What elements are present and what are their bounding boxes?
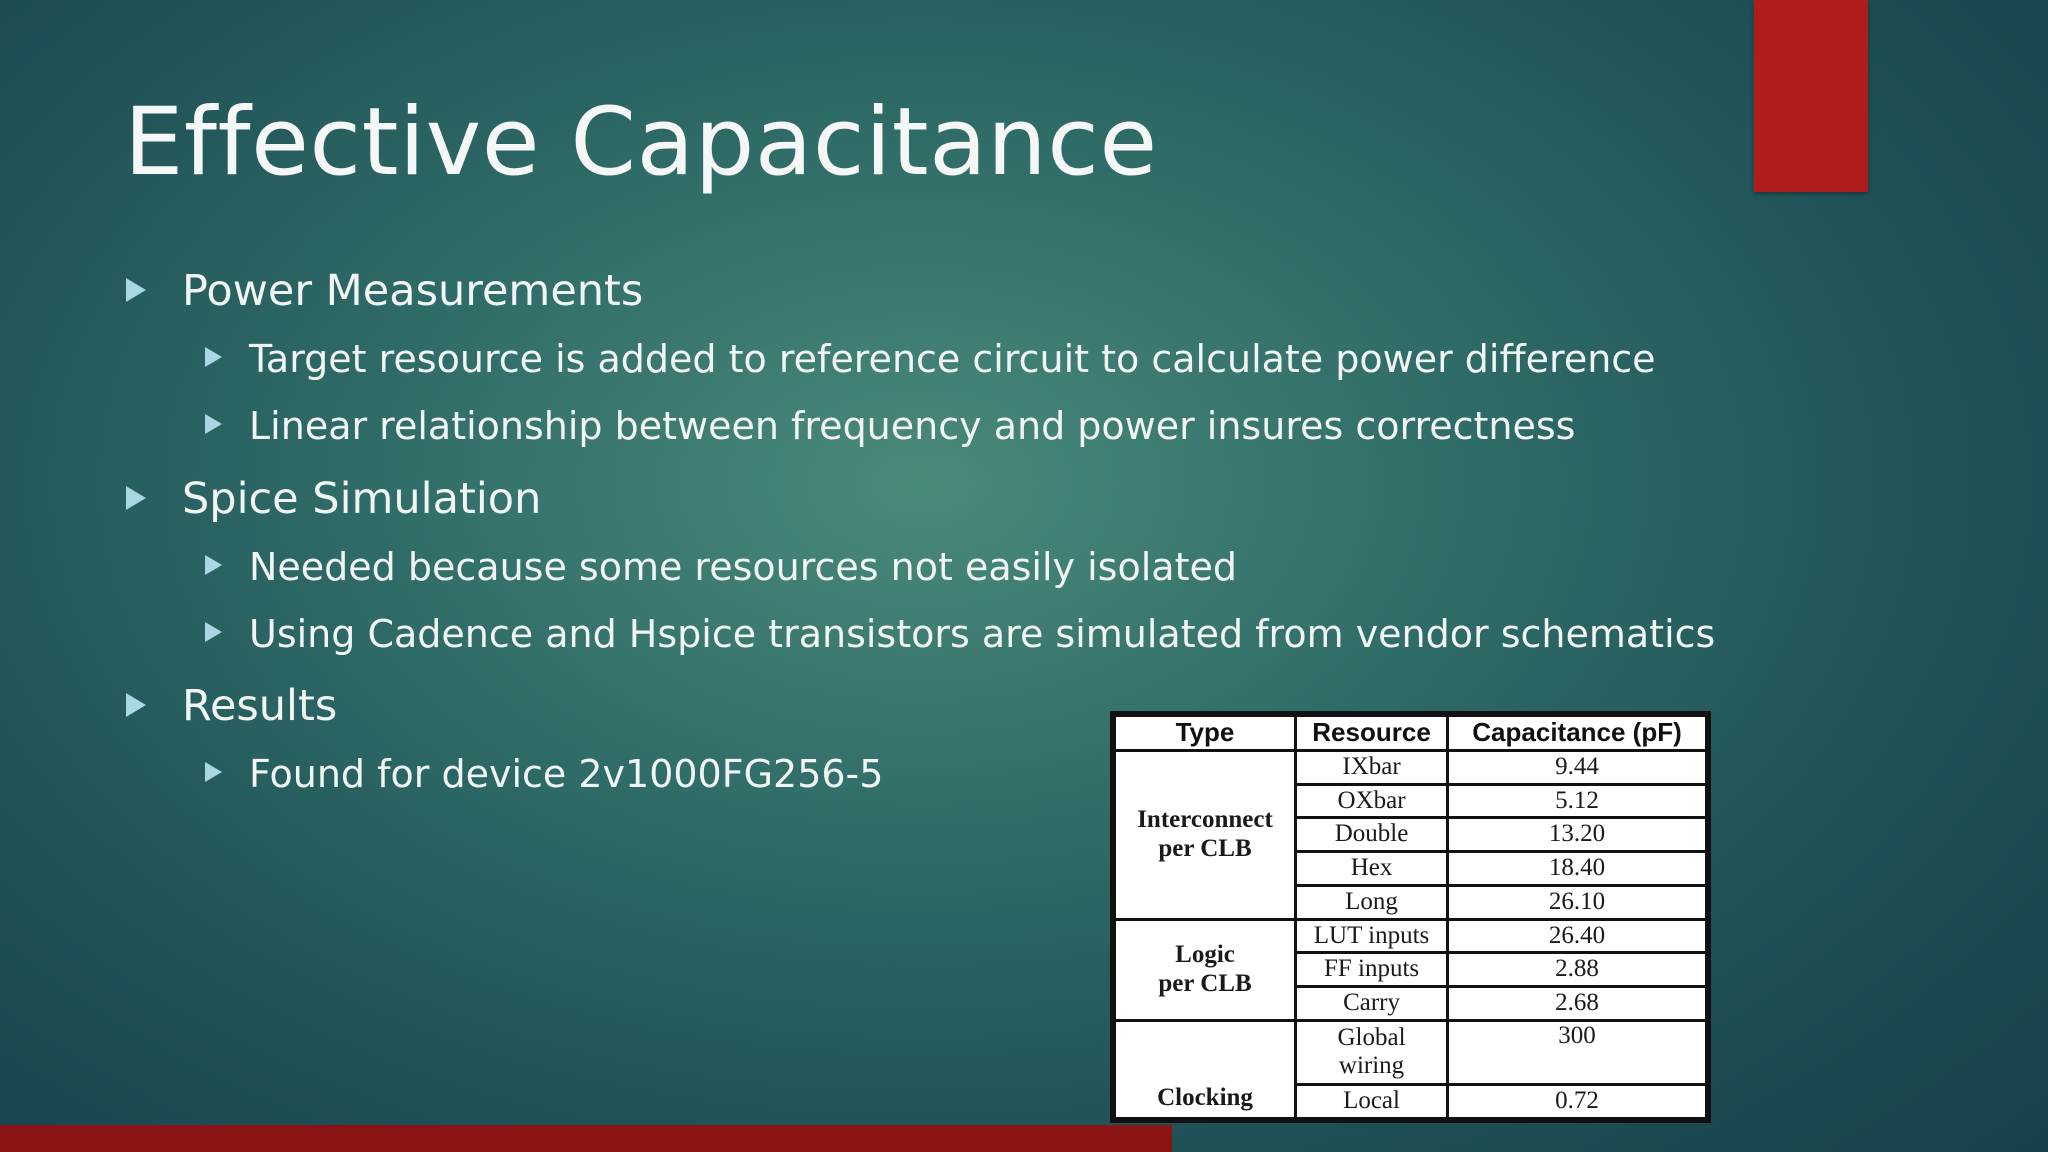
capacitance-cell: 9.44 <box>1448 750 1707 784</box>
type-cell-interconnect: Interconnect per CLB <box>1115 750 1296 919</box>
capacitance-cell: 13.20 <box>1448 818 1707 852</box>
capacitance-cell: 2.88 <box>1448 953 1707 987</box>
resource-cell: Double <box>1296 818 1448 852</box>
triangle-right-icon <box>205 414 222 434</box>
capacitance-cell: 2.68 <box>1448 987 1707 1021</box>
bullet-power-measurements: Power Measurements <box>182 266 643 316</box>
header-resource: Resource <box>1296 716 1448 751</box>
capacitance-table <box>1110 711 1711 1123</box>
header-type: Type <box>1115 716 1296 751</box>
bullet-linear-relationship: Linear relationship between frequency and power insures correctness <box>249 404 1575 448</box>
resource-cell: Local <box>1296 1085 1448 1119</box>
table-row <box>1115 919 1707 953</box>
type-cell-clocking: Clocking <box>1115 1020 1296 1118</box>
red-accent-bar-bottom <box>0 1125 1172 1152</box>
triangle-right-icon <box>126 278 146 302</box>
capacitance-cell: 5.12 <box>1448 784 1707 818</box>
triangle-right-icon <box>205 555 222 575</box>
capacitance-cell: 26.10 <box>1448 885 1707 919</box>
resource-cell: Long <box>1296 885 1448 919</box>
type-cell-logic: Logic per CLB <box>1115 919 1296 1020</box>
resource-cell: Hex <box>1296 852 1448 886</box>
bullet-results: Results <box>182 681 337 731</box>
triangle-right-icon <box>205 622 222 642</box>
resource-cell: FF inputs <box>1296 953 1448 987</box>
table-row <box>1115 1020 1707 1084</box>
resource-cell: LUT inputs <box>1296 919 1448 953</box>
triangle-right-icon <box>205 347 222 367</box>
capacitance-cell: 26.40 <box>1448 919 1707 953</box>
table-header-row <box>1115 716 1707 751</box>
table-row <box>1115 750 1707 784</box>
bullet-cadence-hspice: Using Cadence and Hspice transistors are simulated from vendor schematics <box>249 612 1715 656</box>
bullet-spice-simulation: Spice Simulation <box>182 474 541 524</box>
bullet-found-for-device: Found for device 2v1000FG256-5 <box>249 752 883 796</box>
capacitance-cell: 300 <box>1448 1020 1707 1084</box>
header-capacitance: Capacitance (pF) <box>1448 716 1707 751</box>
resource-cell: OXbar <box>1296 784 1448 818</box>
capacitance-cell: 0.72 <box>1448 1085 1707 1119</box>
capacitance-table-grid <box>1113 714 1708 1120</box>
resource-cell: Carry <box>1296 987 1448 1021</box>
triangle-right-icon <box>126 486 146 510</box>
resource-cell: IXbar <box>1296 750 1448 784</box>
triangle-right-icon <box>126 693 146 717</box>
triangle-right-icon <box>205 762 222 782</box>
capacitance-cell: 18.40 <box>1448 852 1707 886</box>
resource-cell: Global wiring <box>1296 1020 1448 1084</box>
bullet-target-resource: Target resource is added to reference circuit to calculate power difference <box>249 337 1656 381</box>
slide-title: Effective Capacitance <box>124 88 1158 197</box>
red-accent-bar-top <box>1754 0 1868 192</box>
bullet-needed-because: Needed because some resources not easily isolated <box>249 545 1237 589</box>
